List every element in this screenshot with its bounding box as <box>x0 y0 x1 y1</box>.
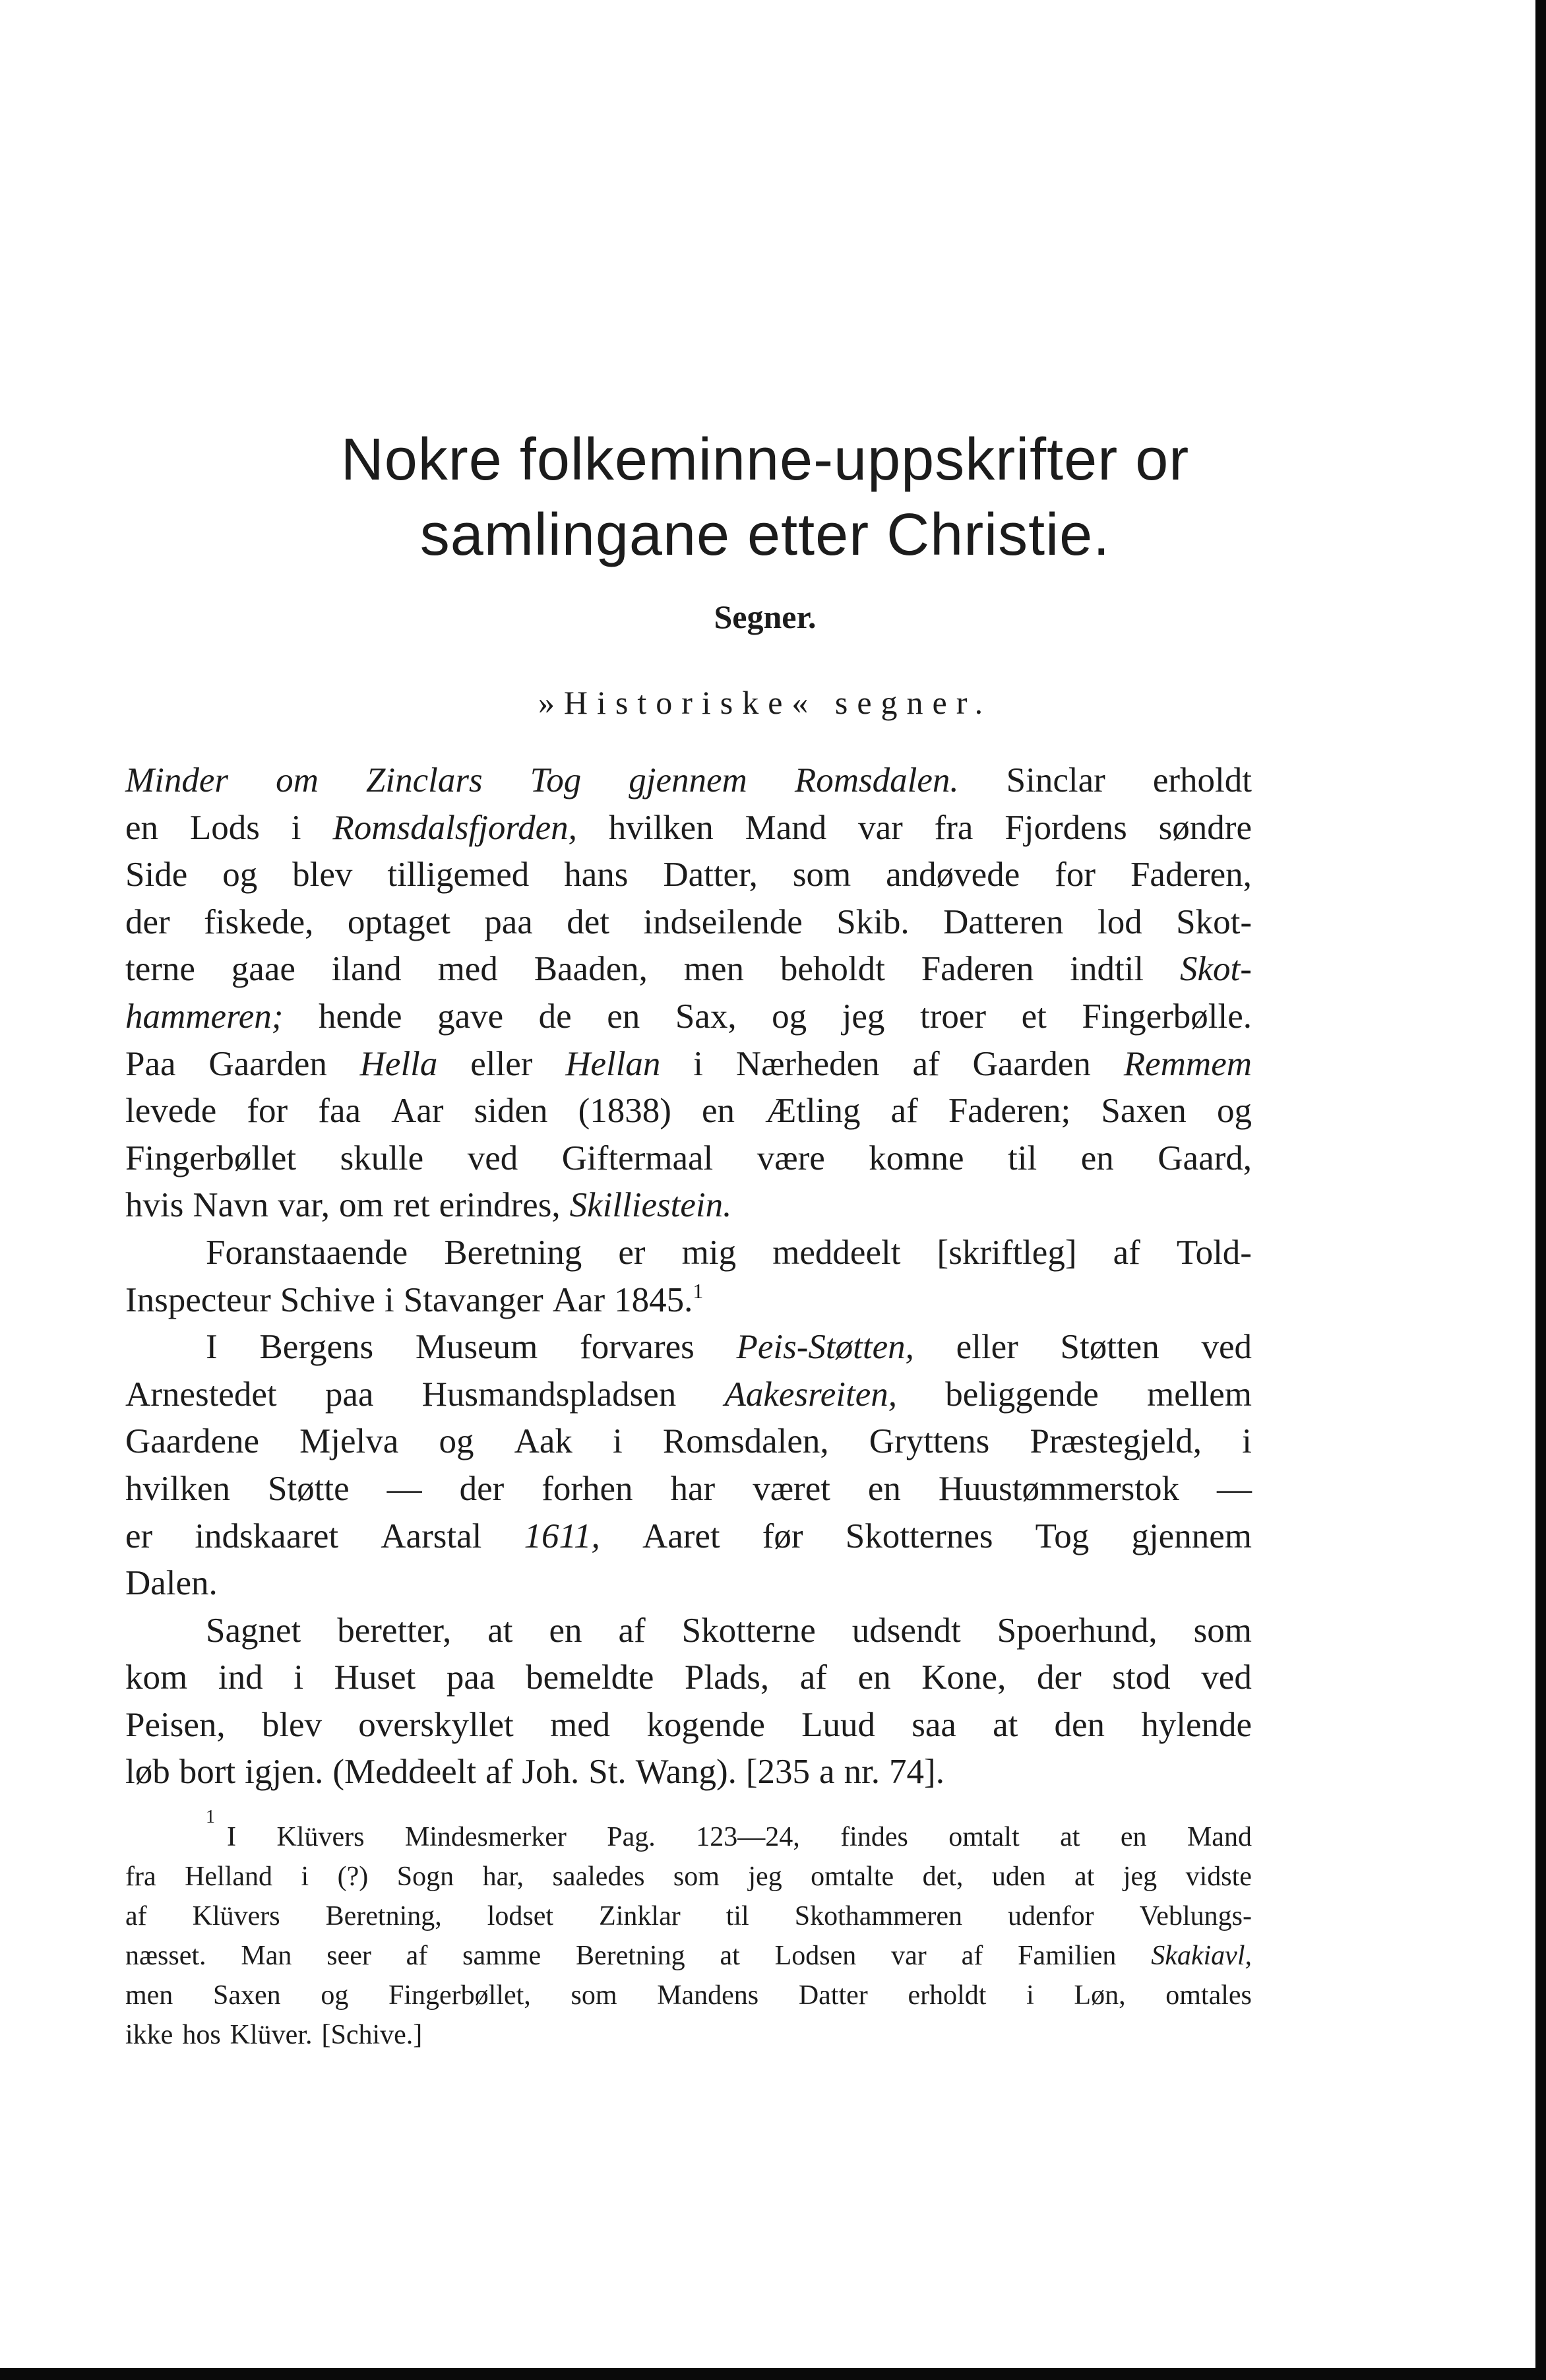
word: af <box>485 1753 513 1792</box>
word: er <box>618 1233 646 1272</box>
word: [Schive.] <box>321 2020 423 2050</box>
word: Romsdalen, <box>662 1422 829 1461</box>
word: Told- <box>1176 1233 1252 1272</box>
word: siden <box>474 1092 548 1131</box>
word: Nærheden <box>735 1044 880 1083</box>
body-line <box>125 1702 1252 1749</box>
word: med <box>549 1705 611 1744</box>
body-line <box>125 805 1252 852</box>
word: vidste <box>1185 1862 1252 1892</box>
word: Luud <box>801 1705 875 1744</box>
word: erindres, <box>439 1186 561 1225</box>
word: Ætling <box>765 1092 861 1131</box>
word: i <box>294 1658 303 1697</box>
word: Beretning, <box>325 1901 442 1931</box>
word: og <box>772 997 807 1036</box>
word: Remmem <box>1123 1044 1252 1083</box>
footnote-line <box>125 2015 1252 2055</box>
word: til <box>1008 1139 1037 1177</box>
word: Pag. <box>607 1822 656 1852</box>
body-line <box>125 1608 1252 1655</box>
word: erholdt <box>908 1980 987 2011</box>
word: Skib. <box>836 902 910 941</box>
body-line <box>125 757 1252 805</box>
word: Gaarden <box>972 1044 1091 1083</box>
footnotes <box>125 1807 1252 2055</box>
word: Zinclars <box>365 761 483 799</box>
word: (?) <box>337 1862 369 1892</box>
word: Side <box>125 856 188 894</box>
word: og <box>222 856 258 894</box>
body-line <box>125 1654 1252 1702</box>
body-line <box>125 1324 1252 1371</box>
word: som <box>673 1862 720 1892</box>
word: beliggende <box>945 1375 1099 1414</box>
word: paa <box>325 1375 374 1414</box>
word: at <box>720 1941 740 1971</box>
word: Faderen, <box>1130 856 1252 894</box>
word: Beretning <box>575 1941 685 1971</box>
word: Helland <box>185 1862 273 1892</box>
word: Datter, <box>663 856 758 894</box>
body-line <box>125 1749 1252 1796</box>
word: Faderen <box>921 950 1034 989</box>
word: i <box>384 1280 394 1319</box>
body-line <box>125 1230 1252 1277</box>
word: Stavanger <box>403 1280 543 1319</box>
word: af <box>125 1901 147 1931</box>
word: indskaaret <box>195 1517 339 1555</box>
body-line <box>125 1277 1252 1325</box>
body-line <box>125 1418 1252 1466</box>
title-line-2: samlingane etter Christie. <box>419 502 1111 568</box>
word: med <box>437 950 498 989</box>
word: Mindesmerker <box>404 1822 567 1852</box>
word: Datteren <box>943 902 1064 941</box>
word: Klüvers <box>192 1901 280 1931</box>
word: Skot- <box>1176 902 1252 941</box>
word: uden <box>991 1862 1046 1892</box>
section-heading: Segner. <box>714 598 817 635</box>
word: i <box>301 1862 309 1892</box>
word: en <box>702 1092 735 1131</box>
word: at <box>487 1611 513 1650</box>
word: ved <box>1201 1328 1252 1367</box>
word: jeg <box>842 997 885 1036</box>
word: mig <box>681 1233 737 1272</box>
word: Præstegjeld, <box>1030 1422 1202 1461</box>
word: er <box>125 1517 153 1555</box>
word: (1838) <box>578 1092 671 1131</box>
word: troer <box>919 997 987 1036</box>
word: Mjelva <box>299 1422 399 1461</box>
word: Plads, <box>685 1658 770 1697</box>
word: for <box>1055 856 1096 894</box>
word: hos <box>182 2020 221 2050</box>
word: en <box>607 997 640 1036</box>
word: om <box>338 1186 384 1225</box>
word: i <box>613 1422 623 1461</box>
word: jeg <box>748 1862 782 1892</box>
word: komne <box>869 1139 964 1177</box>
word: Navn <box>193 1186 269 1225</box>
word: ved <box>1201 1658 1252 1697</box>
word: omtalt <box>948 1822 1020 1852</box>
word: Skakiavl, <box>1151 1941 1252 1971</box>
word: som <box>792 856 851 894</box>
word: beholdt <box>780 950 885 989</box>
word: Hellan <box>565 1044 661 1083</box>
word: at <box>1074 1862 1095 1892</box>
word: omtales <box>1165 1980 1252 2011</box>
word: ved <box>467 1139 518 1177</box>
word: Peis-Støtten, <box>736 1328 914 1367</box>
body-line <box>125 1041 1252 1088</box>
word: Faderen; <box>948 1092 1071 1131</box>
word: Beretning <box>444 1233 582 1272</box>
word: eller <box>956 1328 1018 1367</box>
word: Romsdalsfjorden, <box>332 808 577 847</box>
word: Mandens <box>657 1980 759 2011</box>
word: paa <box>446 1658 495 1697</box>
word: bemeldte <box>526 1658 654 1697</box>
word: andøvede <box>886 856 1020 894</box>
word: Sagnet <box>206 1611 301 1650</box>
word: Joh. <box>522 1753 580 1792</box>
scan-edge-right <box>1535 0 1546 2380</box>
word: af <box>618 1611 646 1650</box>
word: og <box>1216 1092 1252 1131</box>
word: I <box>227 1822 236 1852</box>
word: nr. <box>844 1753 881 1792</box>
body-line <box>125 1466 1252 1513</box>
word: levede <box>125 1092 217 1131</box>
word: gjennem <box>1131 1517 1252 1555</box>
word: løb <box>125 1753 170 1792</box>
word: 1845.$^1$ <box>614 1278 704 1319</box>
word: var, <box>278 1186 330 1225</box>
word: omtalte <box>811 1862 894 1892</box>
word: udenfor <box>1008 1901 1094 1931</box>
word: 123—24, <box>696 1822 800 1852</box>
word: ind <box>218 1658 263 1697</box>
word: den <box>1054 1705 1105 1744</box>
body-text <box>125 757 1252 1796</box>
title-line-1: Nokre folkeminne-uppskrifter or <box>340 427 1190 493</box>
word: Skilliestein. <box>569 1186 732 1225</box>
word: i <box>291 808 301 847</box>
word: Datter <box>798 1980 868 2011</box>
word: Museum <box>415 1328 538 1367</box>
word: men <box>125 1980 173 2011</box>
body-line <box>125 899 1252 947</box>
word: 74]. <box>889 1753 944 1792</box>
word: igjen. <box>245 1753 324 1792</box>
word: der <box>459 1469 505 1508</box>
body-line <box>125 1513 1252 1561</box>
word: der <box>1036 1658 1082 1697</box>
body-line <box>125 1088 1252 1135</box>
word: terne <box>125 950 195 989</box>
word: gave <box>437 997 504 1036</box>
word: Skotternes <box>845 1517 993 1555</box>
word: Fingerbølle. <box>1082 997 1252 1036</box>
word: Dalen. <box>125 1564 218 1603</box>
word: udsendt <box>851 1611 961 1650</box>
word: [skriftleg] <box>937 1233 1077 1272</box>
body-line <box>125 1560 1252 1608</box>
word: en <box>867 1469 901 1508</box>
word: Husmandspladsen <box>421 1375 677 1414</box>
footnote-marker: 1 <box>206 1807 215 1827</box>
word: Gaard, <box>1158 1139 1252 1177</box>
word: Saxen <box>212 1980 281 2011</box>
word: Peisen, <box>125 1705 226 1744</box>
footnote-reference: 1 <box>693 1278 704 1303</box>
word: Fingerbøllet, <box>388 1980 531 2011</box>
word: af <box>912 1044 940 1083</box>
word: et <box>1021 997 1047 1036</box>
word: bort <box>179 1753 236 1792</box>
word: Skothammeren <box>794 1901 962 1931</box>
word: søndre <box>1158 808 1252 847</box>
body-line <box>125 1182 1252 1230</box>
word: Foranstaaende <box>206 1233 408 1272</box>
word: om <box>276 761 319 799</box>
word: eller <box>470 1044 533 1083</box>
word: Minder <box>125 761 229 799</box>
word: Aak <box>514 1422 572 1461</box>
word: Hella <box>359 1044 438 1083</box>
word: Lodsen <box>774 1941 857 1971</box>
word: Gryttens <box>869 1422 990 1461</box>
word: Romsdalen. <box>794 761 959 799</box>
word: (Meddeelt <box>332 1753 477 1792</box>
word: erholdt <box>1152 761 1252 799</box>
word: a <box>819 1753 835 1792</box>
word: blev <box>292 856 353 894</box>
word: som <box>571 1980 617 2011</box>
word: fiskede, <box>204 902 314 941</box>
body-line <box>125 1135 1252 1183</box>
word: Spoerhund, <box>997 1611 1158 1650</box>
word: til <box>726 1901 749 1931</box>
word: Støtten <box>1060 1328 1160 1367</box>
subheading: »Historiske« segner. <box>538 684 993 721</box>
word: paa <box>484 902 533 941</box>
word: hende <box>318 997 402 1036</box>
word: hans <box>564 856 629 894</box>
word: gaae <box>231 950 295 989</box>
word: hvilken <box>608 808 714 847</box>
word: Gaardene <box>125 1422 260 1461</box>
word: Mand <box>745 808 827 847</box>
word: Lods <box>189 808 260 847</box>
word: at <box>993 1705 1018 1744</box>
word: overskyllet <box>358 1705 514 1744</box>
word: seer <box>326 1941 371 1971</box>
word: Støtte <box>267 1469 350 1508</box>
word: iland <box>331 950 402 989</box>
word: meddeelt <box>772 1233 901 1272</box>
word: der <box>125 902 170 941</box>
word: men <box>683 950 744 989</box>
word: en <box>857 1658 891 1697</box>
word: saaledes <box>552 1862 645 1892</box>
word: en <box>549 1611 582 1650</box>
word: Mand <box>1187 1822 1252 1852</box>
word: 1611, <box>524 1517 600 1555</box>
word: for <box>247 1092 288 1131</box>
word: skulle <box>340 1139 424 1177</box>
word: Sogn <box>396 1862 454 1892</box>
word: de <box>538 997 572 1036</box>
word: indseilende <box>643 902 803 941</box>
word: fra <box>934 808 974 847</box>
word: Fingerbøllet <box>125 1139 297 1177</box>
word: hvis <box>125 1186 184 1225</box>
body-line <box>125 993 1252 1041</box>
word: kogende <box>646 1705 765 1744</box>
word: næsset. <box>125 1941 206 1971</box>
word: Gaarden <box>208 1044 327 1083</box>
word: Aar <box>391 1092 444 1131</box>
word: Fjordens <box>1005 808 1127 847</box>
word: en <box>1120 1822 1147 1852</box>
body-line <box>125 852 1252 899</box>
word: af <box>1113 1233 1140 1272</box>
word: Schive <box>280 1280 375 1319</box>
word: en <box>1080 1139 1114 1177</box>
footnote-line <box>125 1857 1252 1896</box>
word: tilligemed <box>387 856 530 894</box>
word: en <box>125 808 159 847</box>
word: i <box>1242 1422 1252 1461</box>
footnote-line-words <box>227 1817 1252 1857</box>
word: af <box>406 1941 428 1971</box>
word: Paa <box>125 1044 176 1083</box>
word: forhen <box>541 1469 633 1508</box>
word: det, <box>922 1862 964 1892</box>
word: optaget <box>347 902 450 941</box>
word: lodset <box>487 1901 554 1931</box>
word: Wang). <box>635 1753 737 1792</box>
word: Aar <box>552 1280 605 1319</box>
word: at <box>1060 1822 1080 1852</box>
word: Saxen <box>1101 1092 1187 1131</box>
word: Løn, <box>1074 1980 1126 2011</box>
word: før <box>762 1517 803 1555</box>
word: Huset <box>334 1658 416 1697</box>
word: kom <box>125 1658 188 1697</box>
word: Tog <box>1035 1517 1090 1555</box>
word: hvilken <box>125 1469 230 1508</box>
word: ikke <box>125 2020 173 2050</box>
word: Giftermaal <box>561 1139 714 1177</box>
word: var <box>858 808 903 847</box>
word: i <box>693 1044 703 1083</box>
word: Kone, <box>921 1658 1006 1697</box>
word: St. <box>588 1753 627 1792</box>
word: hylende <box>1141 1705 1252 1744</box>
word: blev <box>261 1705 323 1744</box>
word: af <box>890 1092 918 1131</box>
word: Sinclar <box>1006 761 1105 799</box>
word: Aakesreiten, <box>724 1375 897 1414</box>
word: Arnestedet <box>125 1375 277 1414</box>
word: har, <box>482 1862 524 1892</box>
word: Bergens <box>259 1328 374 1367</box>
word: Skotterne <box>681 1611 816 1650</box>
word: gjennem <box>629 761 747 799</box>
word: faa <box>318 1092 361 1131</box>
word: beretter, <box>337 1611 452 1650</box>
word: samme <box>462 1941 541 1971</box>
word: være <box>757 1139 825 1177</box>
word: fra <box>125 1862 156 1892</box>
word: mellem <box>1147 1375 1252 1414</box>
body-line <box>125 946 1252 993</box>
word: Klüvers <box>276 1822 365 1852</box>
word: det <box>567 902 609 941</box>
word: har <box>670 1469 716 1508</box>
word: [235 <box>745 1753 811 1792</box>
word: Huustømmerstok <box>938 1469 1180 1508</box>
word: Tog <box>530 761 582 799</box>
word: — <box>386 1469 422 1508</box>
word: og <box>321 1980 349 2011</box>
word: findes <box>840 1822 908 1852</box>
word: af <box>961 1941 983 1971</box>
word: hammeren; <box>125 997 284 1036</box>
footnote-line <box>125 1976 1252 2015</box>
word: lod <box>1097 902 1142 941</box>
footnote-line <box>125 1807 1252 1857</box>
word: Man <box>241 1941 292 1971</box>
word: Skot- <box>1180 950 1252 989</box>
word: — <box>1216 1469 1252 1508</box>
word: indtil <box>1070 950 1144 989</box>
word: I <box>206 1328 218 1367</box>
footnote-line <box>125 1936 1252 1976</box>
word: været <box>753 1469 830 1508</box>
word: og <box>439 1422 474 1461</box>
word: jeg <box>1123 1862 1158 1892</box>
scan-edge-bottom <box>0 2368 1546 2380</box>
footnote-line <box>125 1896 1252 1936</box>
word: Aarstal <box>381 1517 482 1555</box>
word: Veblungs- <box>1139 1901 1252 1931</box>
word: ret <box>392 1186 430 1225</box>
word: var <box>891 1941 927 1971</box>
word: som <box>1193 1611 1252 1650</box>
word: Klüver. <box>230 2020 313 2050</box>
body-line <box>125 1371 1252 1419</box>
word: Familien <box>1018 1941 1117 1971</box>
word: forvares <box>580 1328 695 1367</box>
word: i <box>1026 1980 1034 2011</box>
word: Inspecteur <box>125 1280 271 1319</box>
word: Baaden, <box>534 950 648 989</box>
word: Aaret <box>642 1517 720 1555</box>
word: stod <box>1112 1658 1171 1697</box>
word: Sax, <box>675 997 737 1036</box>
word: af <box>799 1658 827 1697</box>
word: Zinklar <box>599 1901 681 1931</box>
page-title <box>119 422 1411 573</box>
word: saa <box>912 1705 956 1744</box>
